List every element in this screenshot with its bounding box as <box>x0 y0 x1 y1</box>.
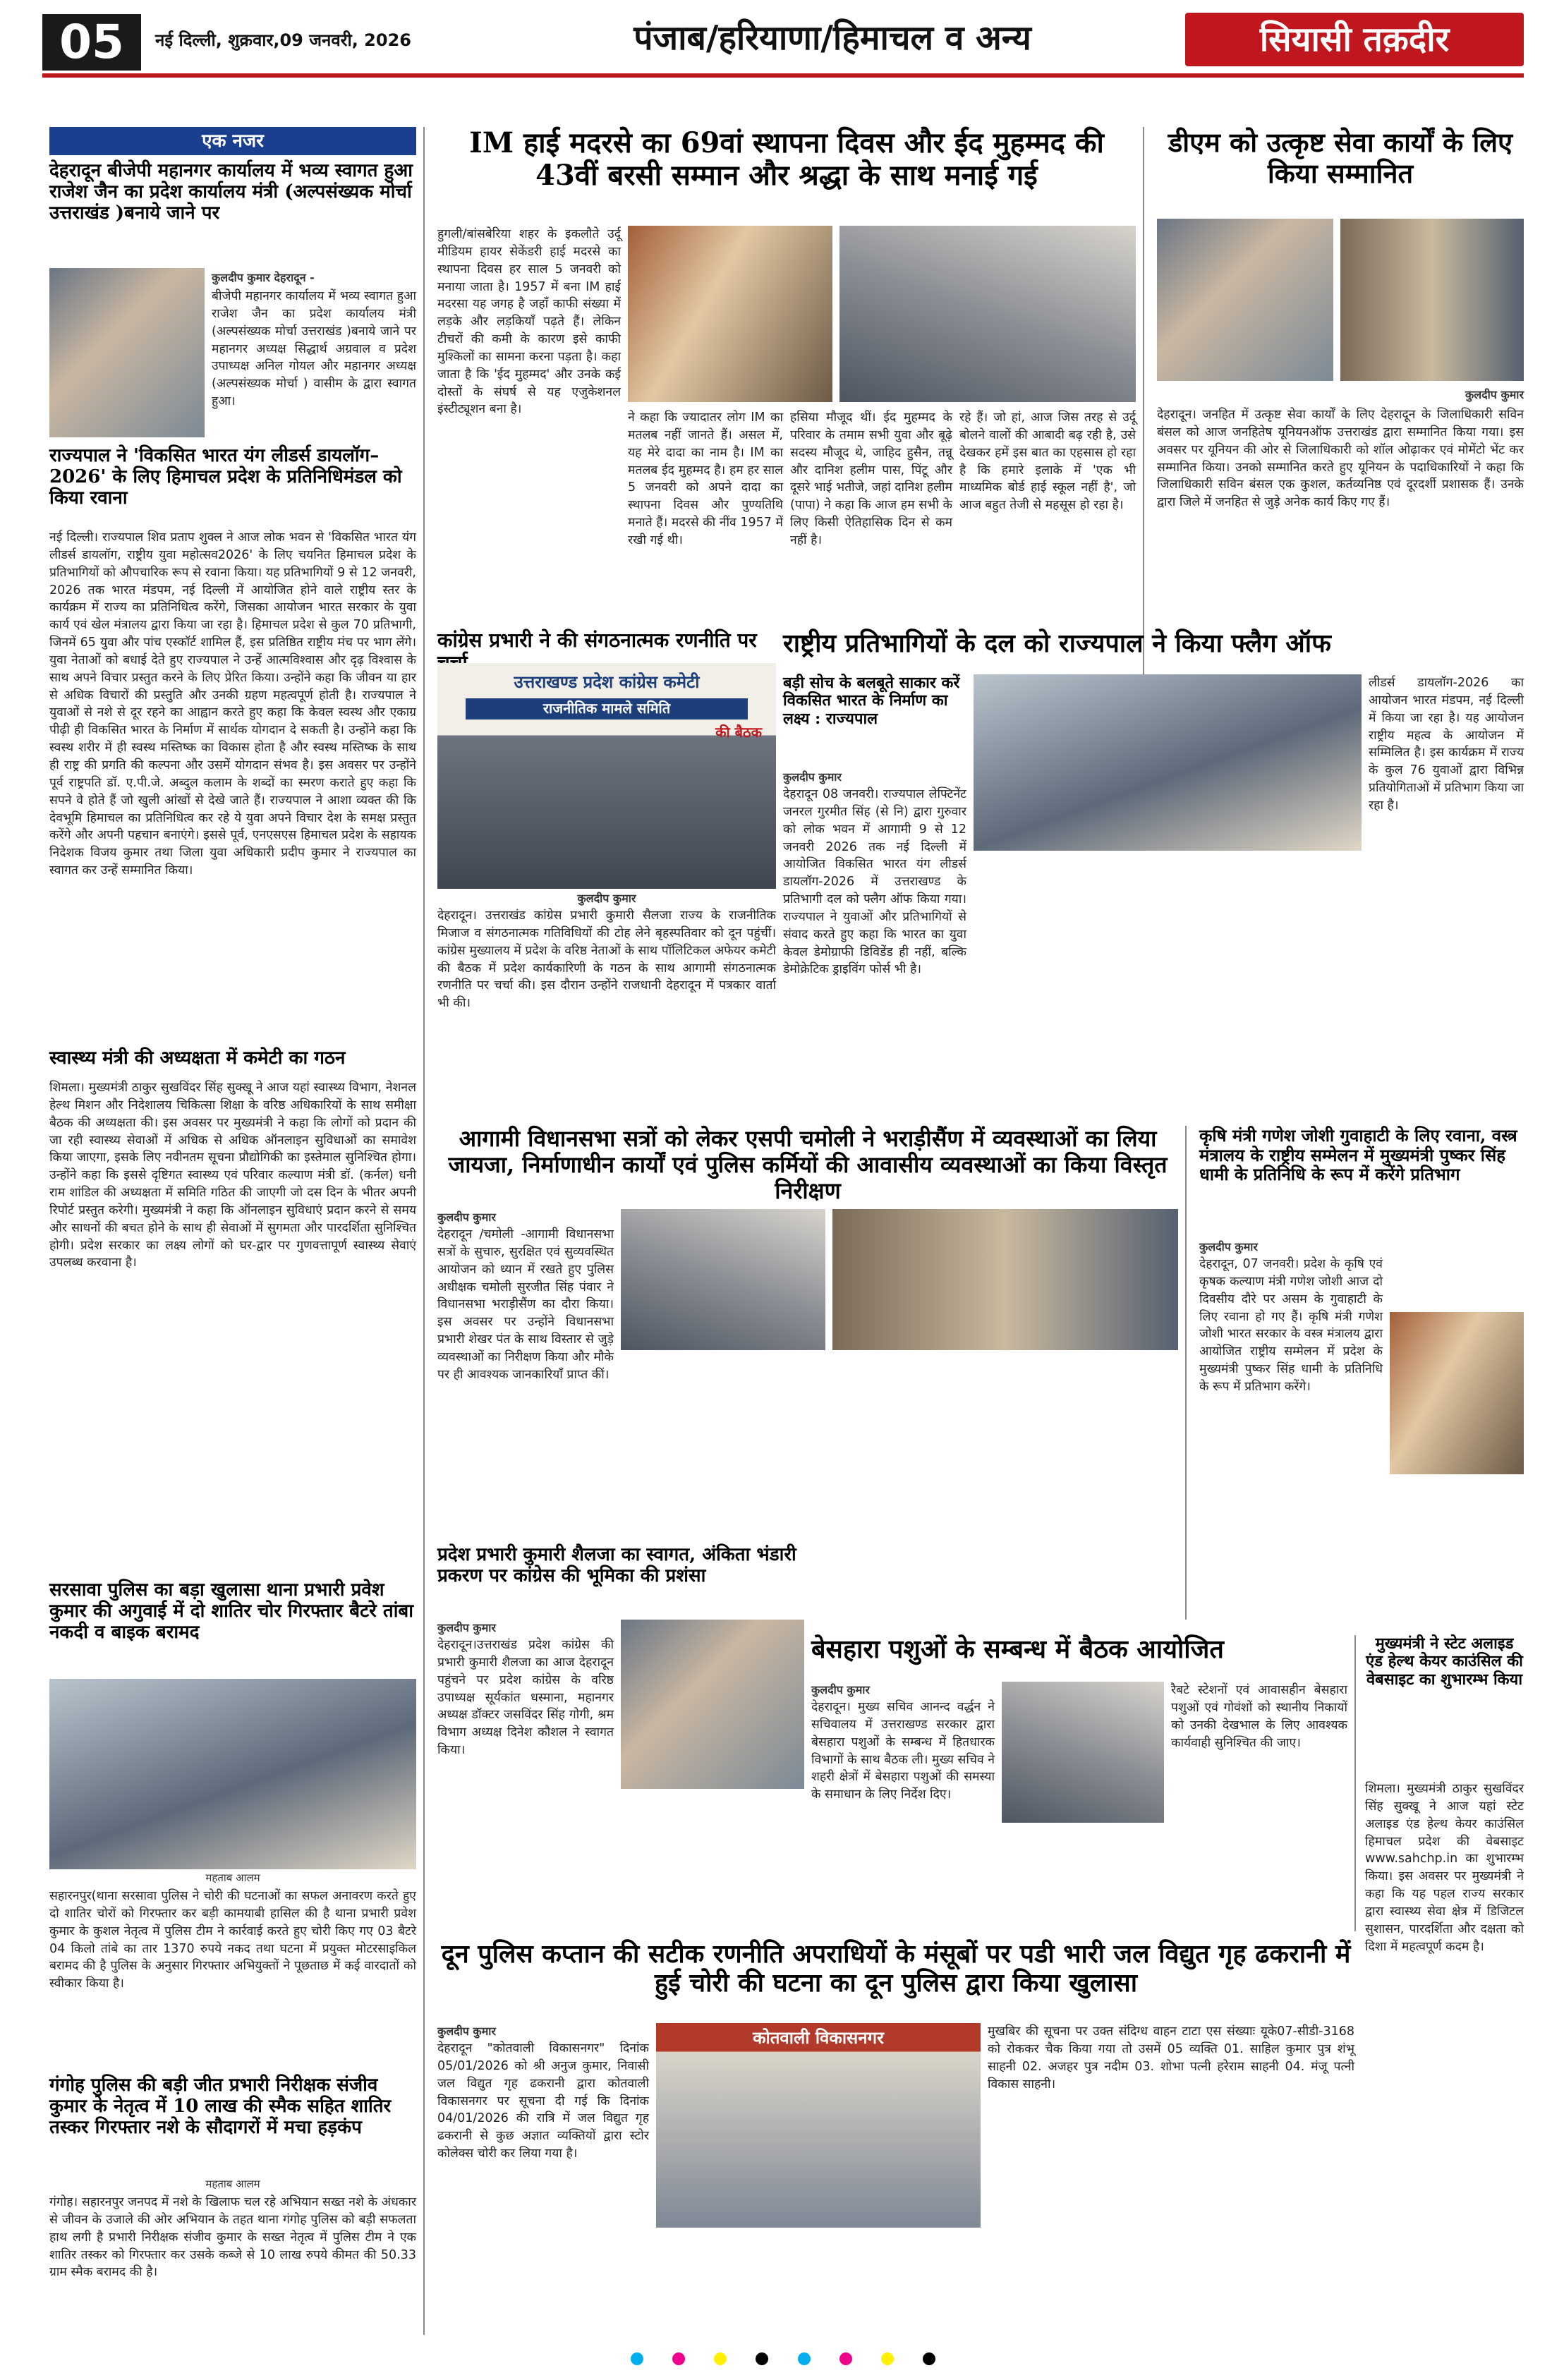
s9-body-b: लीडर्स डायलॉग-2026 का आयोजन भारत मंडपम, नई दिल्ली में किया जा रहा है। यह आयोजन राष्ट्रीय महत्व के आयोजन में सम्मिलित है। इस कार्यक्रम में राज्य के कुल 76 युवाओं द्वारा विभिन्न प्रतियोगिताओं में प्रतिभाग किया जा रहा है। <box>1369 676 1524 813</box>
s10-headline: आगामी विधानसभा सत्रों को लेकर एसपी चमोली ने भराड़ीसैंण में व्यवस्थाओं का लिया जायजा, निर्माणाधीन कार्यों एवं पुलिस कर्मियों की आवासीय व्यवस्थाओं का किया विस्तृत निरीक्षण <box>448 1125 1168 1204</box>
s1-photo <box>49 268 205 437</box>
s4-headline: सरसावा पुलिस का बड़ा खुलासा थाना प्रभारी प्रवेश कुमार की अगुवाई में दो शातिर चोर गिरफ्तार बैटरे तांबा नकदी व बाइक बरामद <box>49 1579 414 1643</box>
yellow-dot <box>881 2352 894 2365</box>
s3-body: शिमला। मुख्यमंत्री ठाकुर सुखविंदर सिंह सुक्खू ने आज यहां स्वास्थ्य विभाग, नेशनल हेल्थ मिशन और निदेशालय चिकित्सा शिक्षा के वरिष्ठ अधिकारियों के साथ समीक्षा बैठक की अध्यक्षता की। इस अवसर पर मुख्यमंत्री ने कहा कि लोगों को प्रदान की जा रही स्वास्थ्य सेवाओं में अधिक से अधिक ऑनलाइन सुविधाओं का समावेश किया जाएगा, इसके लिए नवीनतम सूचना प्रौद्योगिकी का इस्तेमाल सुनिश्चित होगा। उन्होंने कहा कि इससे दृष्टिगत स्वास्थ्य एवं परिवार कल्याण मंत्री डॉ. (कर्नल) धनी राम शांडिल की अध्यक्षता में समिति गठित की जाएगी जो दस दिन के भीतर अपनी रिपोर्ट प्रस्तुत करेगी। मुख्यमंत्री ने कहा कि ऑनलाइन सुविधाएं प्रदान करने से समय और साधनों की बचत होने के साथ ही सेवाओं में सुगमता और पारदर्शिता सुनिश्चित होगी। प्रदेश सरकार का लक्ष्य लोगों को घर-द्वार पर गुणवत्तापूर्ण स्वास्थ्य सेवाएं उपलब्ध करवाना है। <box>49 1081 416 1270</box>
s5-body: गंगोह। सहारनपुर जनपद में नशे के खिलाफ चल रहे अभियान सख्त नशे के अंधकार से जीवन के उजाले की ओर अभियान के तहत थाना गंगोह पुलिस को बड़ी सफलता हाथ लगी है प्रभारी निरीक्षक संजीव कुमार के सख्त नेतृत्व में पुलिस टीम ने एक शातिर तस्कर को गिरफ्तार कर उसके कब्जे से 10 लाख रुपये कीमत की 50.33 ग्राम स्मैक बरामद की है। <box>49 2195 416 2280</box>
s8-body: देहरादून। उत्तराखंड कांग्रेस प्रभारी कुमारी सैलजा राज्य के राजनीतिक मिजाज व संगठनात्मक गतिविधियों की टोह लेने बृहस्पतिवार को दून पहुंचीं। कांग्रेस मुख्यालय में प्रदेश के वरिष्ठ नेताओं के साथ पॉलिटिकल अफेयर कमेटी की बैठक में प्रदेश कार्यकारिणी के गठन के साथ आगामी संगठनात्मक रणनीति पर चर्चा की। इस दौरान उन्होंने राजधानी देहरादून में पत्रकार वार्ता भी की। <box>437 909 776 1011</box>
s12-headline: प्रदेश प्रभारी कुमारी शैलजा का स्वागत, अंकिता भंडारी प्रकरण पर कांग्रेस की भूमिका की प्रशंसा <box>437 1544 796 1586</box>
s14-headline: मुख्यमंत्री ने स्टेट अलाइड एंड हेल्थ केयर काउंसिल की वेबसाइट का शुभारम्भ किया <box>1366 1634 1523 1689</box>
s15-body-b: मुखबिर की सूचना पर उक्त संदिग्ध वाहन टाटा एस संख्याः यूके07-सीडी-3168 को रोककर चैक किया गया तो उसमें 05 व्यक्ति 01. साहिल कुमार पुत्र शंभू साहनी 02. अजहर पुत्र नदीम 03. शोभा पत्नी हरेराम साहनी 04. मंजू पत्नी विकास साहनी। <box>988 2024 1354 2091</box>
s15-photo-sign: कोतवाली विकासनगर <box>753 2028 884 2048</box>
s12-body: देहरादून।उत्तराखंड प्रदेश कांग्रेस की प्रभारी कुमारी शैलजा का आज देहरादून पहुंचने पर प्रदेश कांग्रेस के वरिष्ठ उपाध्यक्ष सूर्यकांत धस्माना, महानगर अध्यक्ष डॉक्टर जसविंदर सिंह गोगी, श्रम विभाग अध्यक्ष दिनेश कौशल ने स्वागत किया। <box>437 1638 614 1758</box>
s7-byline: कुलदीप कुमार <box>1465 388 1524 401</box>
s1-body: बीजेपी महानगर कार्यालय में भव्य स्वागत हुआ राजेश जैन का प्रदेश कार्यालय मंत्री (अल्पसंख्यक मोर्चा उत्तराखंड )बनाये जाने पर महानगर अध्यक्ष सिद्धार्थ अग्रवाल व प्रदेश उपाध्यक्ष अनिल गोयल और महानगर अध्यक्ष (अल्पसंख्यक मोर्चा ) वासीम के द्वारा स्वागत हुआ। <box>212 289 416 409</box>
s10-photo-1 <box>621 1209 825 1350</box>
section-title: पंजाब/हरियाणा/हिमाचल व अन्य <box>633 18 1031 58</box>
print-registration-marks <box>42 2352 1524 2374</box>
s9-byline: कुलदीप कुमार <box>783 770 842 784</box>
masthead-rule <box>42 73 1524 78</box>
s13-body-b: रैबटे स्टेशनों एवं आवासहीन बेसहारा पशुओं एवं गोवंशों को स्थानीय निकायों को उनकी देखभाल के लिए आवश्यक कार्यवाही सुनिश्चित की जाए। <box>1171 1683 1347 1750</box>
masthead <box>0 0 1552 78</box>
s6-body-a: हुगली/बांसबेरिया शहर के इकलौते उर्दू मीडियम हायर सेकेंडरी हाई मदरसे का स्थापना दिवस हर साल 5 जनवरी को मनाया जाता है। 1957 में बना IM हाई मदरसा यह जगह है जहाँ काफी संख्या में लड़के और लड़कियाँ पढ़ते हैं। लेकिन टीचरों की कमी के कारण इसे काफी मुश्किलों का सामना करना पड़ता है। कहा जाता है कि 'ईद मुहम्मद' और उनके कई दोस्तों के संघर्ष से यह एजुकेशनल इंस्टीट्यूशन बना है। <box>437 227 621 417</box>
s7-headline: डीएम को उत्कृष्ट सेवा कार्यों के लिए किया सम्मानित <box>1168 126 1513 189</box>
s14-body: शिमला। मुख्यमंत्री ठाकुर सुखविंदर सिंह सुक्खू ने आज यहां स्टेट अलाइड एंड हेल्थ केयर काउंसिल हिमाचल प्रदेश की वेबसाइट www.sahchp.in का शुभारम्भ किया। इस अवसर पर मुख्यमंत्री ने कहा कि यह पहल राज्य सरकार द्वारा स्वास्थ्य सेवा क्षेत्र में डिजिटल सुशासन, पारदर्शिता और दक्षता को दिशा में महत्वपूर्ण कदम है। <box>1365 1782 1524 1954</box>
s15-body: देहरादून "कोतवाली विकासनगर" दिनांक 05/01/2026 को श्री अनुज कुमार, निवासी जल विद्युत गृह ढकरानी द्वारा कोतवाली विकासनगर पर सूचना दी गई कि दिनांक 04/01/2026 की रात्रि में जल विद्युत गृह ढकरानी से कुछ अज्ञात व्यक्तियों द्वारा स्टोर कोलेक्स चोरी कर लिया गया है। <box>437 2041 649 2161</box>
black-dot <box>756 2352 768 2365</box>
s5-headline: गंगोह पुलिस की बड़ी जीत प्रभारी निरीक्षक संजीव कुमार के नेतृत्व में 10 लाख की स्मैक सहित शातिर तस्कर गिरफ्तार नशे के सौदागरों में मचा हड़कंप <box>49 2075 392 2138</box>
black-dot <box>923 2352 935 2365</box>
cyan-dot <box>798 2352 811 2365</box>
s9-subhead: बड़ी सोच के बलबूते साकार करें विकसित भारत के निर्माण का लक्ष्य : राज्यपाल <box>783 674 960 728</box>
s4-photo <box>49 1679 416 1869</box>
s8-photo <box>437 663 776 889</box>
s7-body: देहरादून। जनहित में उत्कृष्ट सेवा कार्यों के लिए देहरादून के जिलाधिकारी सविन बंसल को आज जनहितेष यूनियनऑफ उत्तराखंड द्वारा सम्मानित किया गया। इस अवसर पर यूनियन की ओर से जिलाधिकारी को शॉल ओढ़ाकर एवं मोमेंटो भेंट कर सम्मानित किया। उनको सम्मानित करते हुए यूनियन के पदाधिकारियों ने कहा कि जिलाधिकारी सविन बंसल एक कुशल, कर्तव्यनिष्ठ एवं दूरदर्शी प्रशासक हैं। उनके द्वारा जिले में जनहित से जुड़े अनेक कार्य किए गए हैं। <box>1157 408 1524 510</box>
dateline: नई दिल्ली, शुक्रवार,09 जनवरी, 2026 <box>155 30 411 50</box>
s12-photo <box>621 1620 804 1789</box>
s8-photo-sub: राजनीतिक मामले समिति <box>466 698 748 720</box>
s11-byline: कुलदीप कुमार <box>1199 1240 1258 1253</box>
s6-photo-2 <box>839 226 1136 402</box>
s10-photo-2 <box>832 1209 1178 1350</box>
column-divider <box>423 127 425 2335</box>
s1-headline: देहरादून बीजेपी महानगर कार्यालय में भव्य स्वागत हुआ राजेश जैन का प्रदेश कार्यालय मंत्री (अल्पसंख्यक मोर्चा उत्तराखंड )बनाये जाने पर <box>49 160 413 224</box>
s9-headline: राष्ट्रीय प्रतिभागियों के दल को राज्यपाल ने किया फ्लैग ऑफ <box>783 629 1331 658</box>
s6-body-b: ने कहा कि ज्यादातर लोग IM का मतलब नहीं जानते हैं। असल में, यह मेरे दादा का नाम है। IM का मतलब ईद मुहम्मद है। हम हर साल 5 जनवरी को अपने दादा का स्थापना दिवस और पुण्यतिथि मनाते हैं। मदरसे की नींव 1957 में रखी गई थी। <box>628 411 783 547</box>
s15-byline: कुलदीप कुमार <box>437 2024 496 2038</box>
s6-photo-1 <box>628 226 832 402</box>
s6-body-d: रहे हैं। जो हां, आज जिस तरह से उर्दू बोलने वालों की आबादी बढ़ रही है, उसे देखकर हमें इस बात का एहसास हो रहा है कि हमारे इलाके में 'एक भी माध्यमिक बोर्ड हाई स्कूल नहीं है', जो आज बहुत तेजी से महसूस हो रहा है। <box>959 411 1136 513</box>
s5-caption: महताब आलम <box>205 2178 260 2190</box>
s13-body: देहरादून। मुख्य सचिव आनन्द वर्द्धन ने सचिवालय में उत्तराखण्ड सरकार द्वारा बेसहारा पशुओं के सम्बन्ध में हितधारक विभागों के साथ बैठक ली। मुख्य सचिव ने शहरी क्षेत्रों में बेसहारा पशुओं की समस्या के समाधान के लिए निर्देश दिए। <box>811 1700 995 1802</box>
s2-headline: राज्यपाल ने 'विकसित भारत यंग लीडर्स डायलॉग–2026' के लिए हिमाचल प्रदेश के प्रतिनिधिमंडल को किया रवाना <box>49 445 402 509</box>
s7-photo-1 <box>1157 219 1333 381</box>
yellow-dot <box>714 2352 727 2365</box>
s11-photo <box>1390 1312 1524 1474</box>
s10-body: देहरादून /चमोली -आगामी विधानसभा सत्रों के सुचारु, सुरक्षित एवं सुव्यवस्थित आयोजन को ध्यान में रखते हुए पुलिस अधीक्षक चमोली सुरजीत सिंह पंवार ने विधानसभा भराड़ीसैंण का दौरा किया। इस अवसर पर उन्होंने विधानसभा प्रभारी शेखर पंत के साथ विस्तार से जुड़े व्यवस्थाओं का निरीक्षण किया और मौके पर ही आवश्यक जानकारियाँ प्राप्त कीं। <box>437 1227 614 1382</box>
s3-headline: स्वास्थ्य मंत्री की अध्यक्षता में कमेटी का गठन <box>49 1048 346 1069</box>
s9-photo <box>974 674 1362 851</box>
s7-photo-2 <box>1340 219 1524 381</box>
magenta-dot <box>672 2352 685 2365</box>
s8-headline: कांग्रेस प्रभारी ने की संगठनात्मक रणनीति पर <box>437 629 757 652</box>
s8-byline: कुलदीप कुमार <box>577 892 636 905</box>
cyan-dot <box>631 2352 643 2365</box>
s2-body: नई दिल्ली। राज्यपाल शिव प्रताप शुक्ल ने आज लोक भवन से 'विकसित भारत यंग लीडर्स डायलॉग, राष्ट्रीय युवा महोत्सव2026' के लिए चयनित हिमाचल प्रदेश के प्रतिभागियों को औपचारिक रूप से रवाना किया। यह प्रतिभागियों 9 से 12 जनवरी, 2026 तक भारत मंडपम, नई दिल्ली में आयोजित होने वाले राष्ट्रीय स्तर के कार्यक्रम में राज्य का प्रतिनिधित्व करेंगे, जिसका आयोजन भारत सरकार के युवा कार्य एवं खेल मंत्रालय द्वारा किया जा रहा है। हिमाचल प्रदेश से कुल 70 प्रतिभागी, जिनमें 65 युवा और पांच एस्कॉर्ट शामिल हैं, इस प्रतिष्ठित राष्ट्रीय मंच पर भाग लेंगे। युवा नेताओं को बधाई देते हुए राज्यपाल ने उन्हें आत्मविश्वास और दृढ़ विश्वास के साथ अपने विचार प्रस्तुत करने के लिए प्रेरित किया। उन्होंने कहा कि जीवन या हार से अधिक विचारों की प्रस्तुति और उनकी ग्रहण महत्वपूर्ण होती है। राज्यपाल ने युवाओं से नशे से दूर रहने का आह्वान करते हुए कहा कि केवल स्वस्थ और एकाग्र पीढ़ी ही विकसित भारत के निर्माण में सार्थक योगदान दे सकती है। उन्होंने कहा कि स्वस्थ शरीर में ही स्वस्थ मस्तिष्क का विकास होता है और स्वस्थ मस्तिष्क के साथ ही राष्ट्र की प्रगति की कल्पना और उसमें योगदान संभव है। इस अवसर पर उन्होंने पूर्व राष्ट्रपति डॉ. ए.पी.जे. अब्दुल कलाम के शब्दों का स्मरण कराते हुए कहा कि सपने वे होते हैं जो खुली आंखों से देखे जाते हैं। राज्यपाल ने आशा व्यक्त की कि देवभूमि हिमाचल का प्रतिनिधित्व कर रहे ये युवा अपने विचार देश के समक्ष प्रस्तुत करेंगे और अपनी पहचान बनाएंगे। इससे पूर्व, एनएसएस हिमाचल प्रदेश के सहायक निदेशक विजय कुमार तथा जिला युवा अधिकारी प्रदीप कुमार ने राज्यपाल का स्वागत कर उन्हें सम्मानित किया। <box>49 530 416 878</box>
s10-byline: कुलदीप कुमार <box>437 1210 496 1224</box>
s13-photo <box>1002 1682 1164 1823</box>
s4-caption: महताब आलम <box>205 1871 260 1884</box>
s15-photo <box>656 2023 981 2228</box>
magenta-dot <box>839 2352 852 2365</box>
column-divider <box>1354 1635 1356 1931</box>
s11-headline: कृषि मंत्री गणेश जोशी गुवाहाटी के लिए रवाना, वस्त्र मंत्रालय के राष्ट्रीय सम्मेलन में मुख्यमंत्री पुष्कर सिंह धामी के प्रतिनिधि के रूप में करेंगे प्रतिभाग <box>1199 1125 1517 1185</box>
s11-body: देहरादून, 07 जनवरी। प्रदेश के कृषि एवं कृषक कल्याण मंत्री गणेश जोशी आज दो दिवसीय दौरे पर असम के गुवाहाटी के लिए रवाना हो गए हैं। कृषि मंत्री गणेश जोशी भारत सरकार के वस्त्र मंत्रालय द्वारा आयोजित राष्ट्रीय सम्मेलन में प्रदेश के मुख्यमंत्री पुष्कर सिंह धामी के प्रतिनिधि के रूप में प्रतिभाग करेंगे। <box>1199 1257 1383 1394</box>
s9-body: देहरादून 08 जनवरी। राज्यपाल लेफ्टिनेंट जनरल गुरमीत सिंह (से नि) द्वारा गुरुवार को लोक भवन में आगामी 9 से 12 जनवरी 2026 तक नई दिल्ली में आयोजित विकसित भारत यंग लीडर्स डायलॉग-2026 में उत्तराखण्ड के प्रतिभागी दल को फ्लैग ऑफ किया गया। राज्यपाल ने युवाओं और प्रतिभागियों से संवाद करते हुए कहा कि भारत का युवा केवल डेमोग्राफी डिविडेंड ही नहीं, बल्कि डेमोक्रेटिक ड्राइविंग फोर्स भी है। <box>783 787 966 977</box>
s1-byline: कुलदीप कुमार देहरादून - <box>212 271 315 284</box>
s15-headline: दून पुलिस कप्तान की सटीक रणनीति अपराधियों के मंसूबों पर पडी भारी जल विद्युत गृह ढकरानी में हुई चोरी की घटना का दून पुलिस द्वारा किया खुलासा <box>441 1939 1351 1998</box>
brand-logo: सियासी तक़दीर <box>1185 13 1524 66</box>
s12-byline: कुलदीप कुमार <box>437 1621 496 1634</box>
column-divider <box>1185 1126 1187 1620</box>
s8-photo-tag: की बैठक <box>715 724 762 741</box>
s8-photo-banner: उत्तराखण्ड प्रदेश कांग्रेस कमेटी <box>514 672 700 692</box>
s13-headline: बेसहारा पशुओं के सम्बन्ध में बैठक आयोजित <box>811 1634 1224 1664</box>
s6-body-c: हसिया मौजूद थीं। ईद मुहम्मद के परिवार के तमाम सभी युवा और बूढ़े सदस्य मौजूद थे, जाहिद हुसैन, तन्नू और दानिश हलीम पास, पिंटू और दूसरे भाई भतीजे, जहां दानिश हलीम (पापा) ने कहा कि आज हम सभी के लिए किसी ऐतिहासिक दिन से कम नहीं है। <box>790 411 952 547</box>
page-number: 05 <box>42 14 141 71</box>
s13-byline: कुलदीप कुमार <box>811 1683 870 1696</box>
s6-headline: IM हाई मदरसे का 69वां स्थापना दिवस और ईद मुहम्मद की 43वीं बरसी सम्मान और श्रद्धा के साथ मनाई गई <box>469 126 1104 192</box>
s4-body: सहारनपुर(थाना सरसावा पुलिस ने चोरी की घटनाओं का सफल अनावरण करते हुए दो शातिर चोरों को गिरफ्तार कर बड़ी कामयाबी हासिल की है थाना प्रभारी प्रवेश कुमार के कुशल नेतृत्व में पुलिस टीम ने कार्रवाई करते हुए चोरी किए गए 03 बैटरे 04 किलो तांबे का तार 1370 रुपये नकद तथा घटना में प्रयुक्त मोटरसाइकिल बरामद की है पुलिस के अनुसार गिरफ्तार अभियुक्तों ने पूछताछ में कई वारदातों को स्वीकार किया है। <box>49 1889 416 1991</box>
ek-nazar-label: एक नजर <box>49 127 416 155</box>
